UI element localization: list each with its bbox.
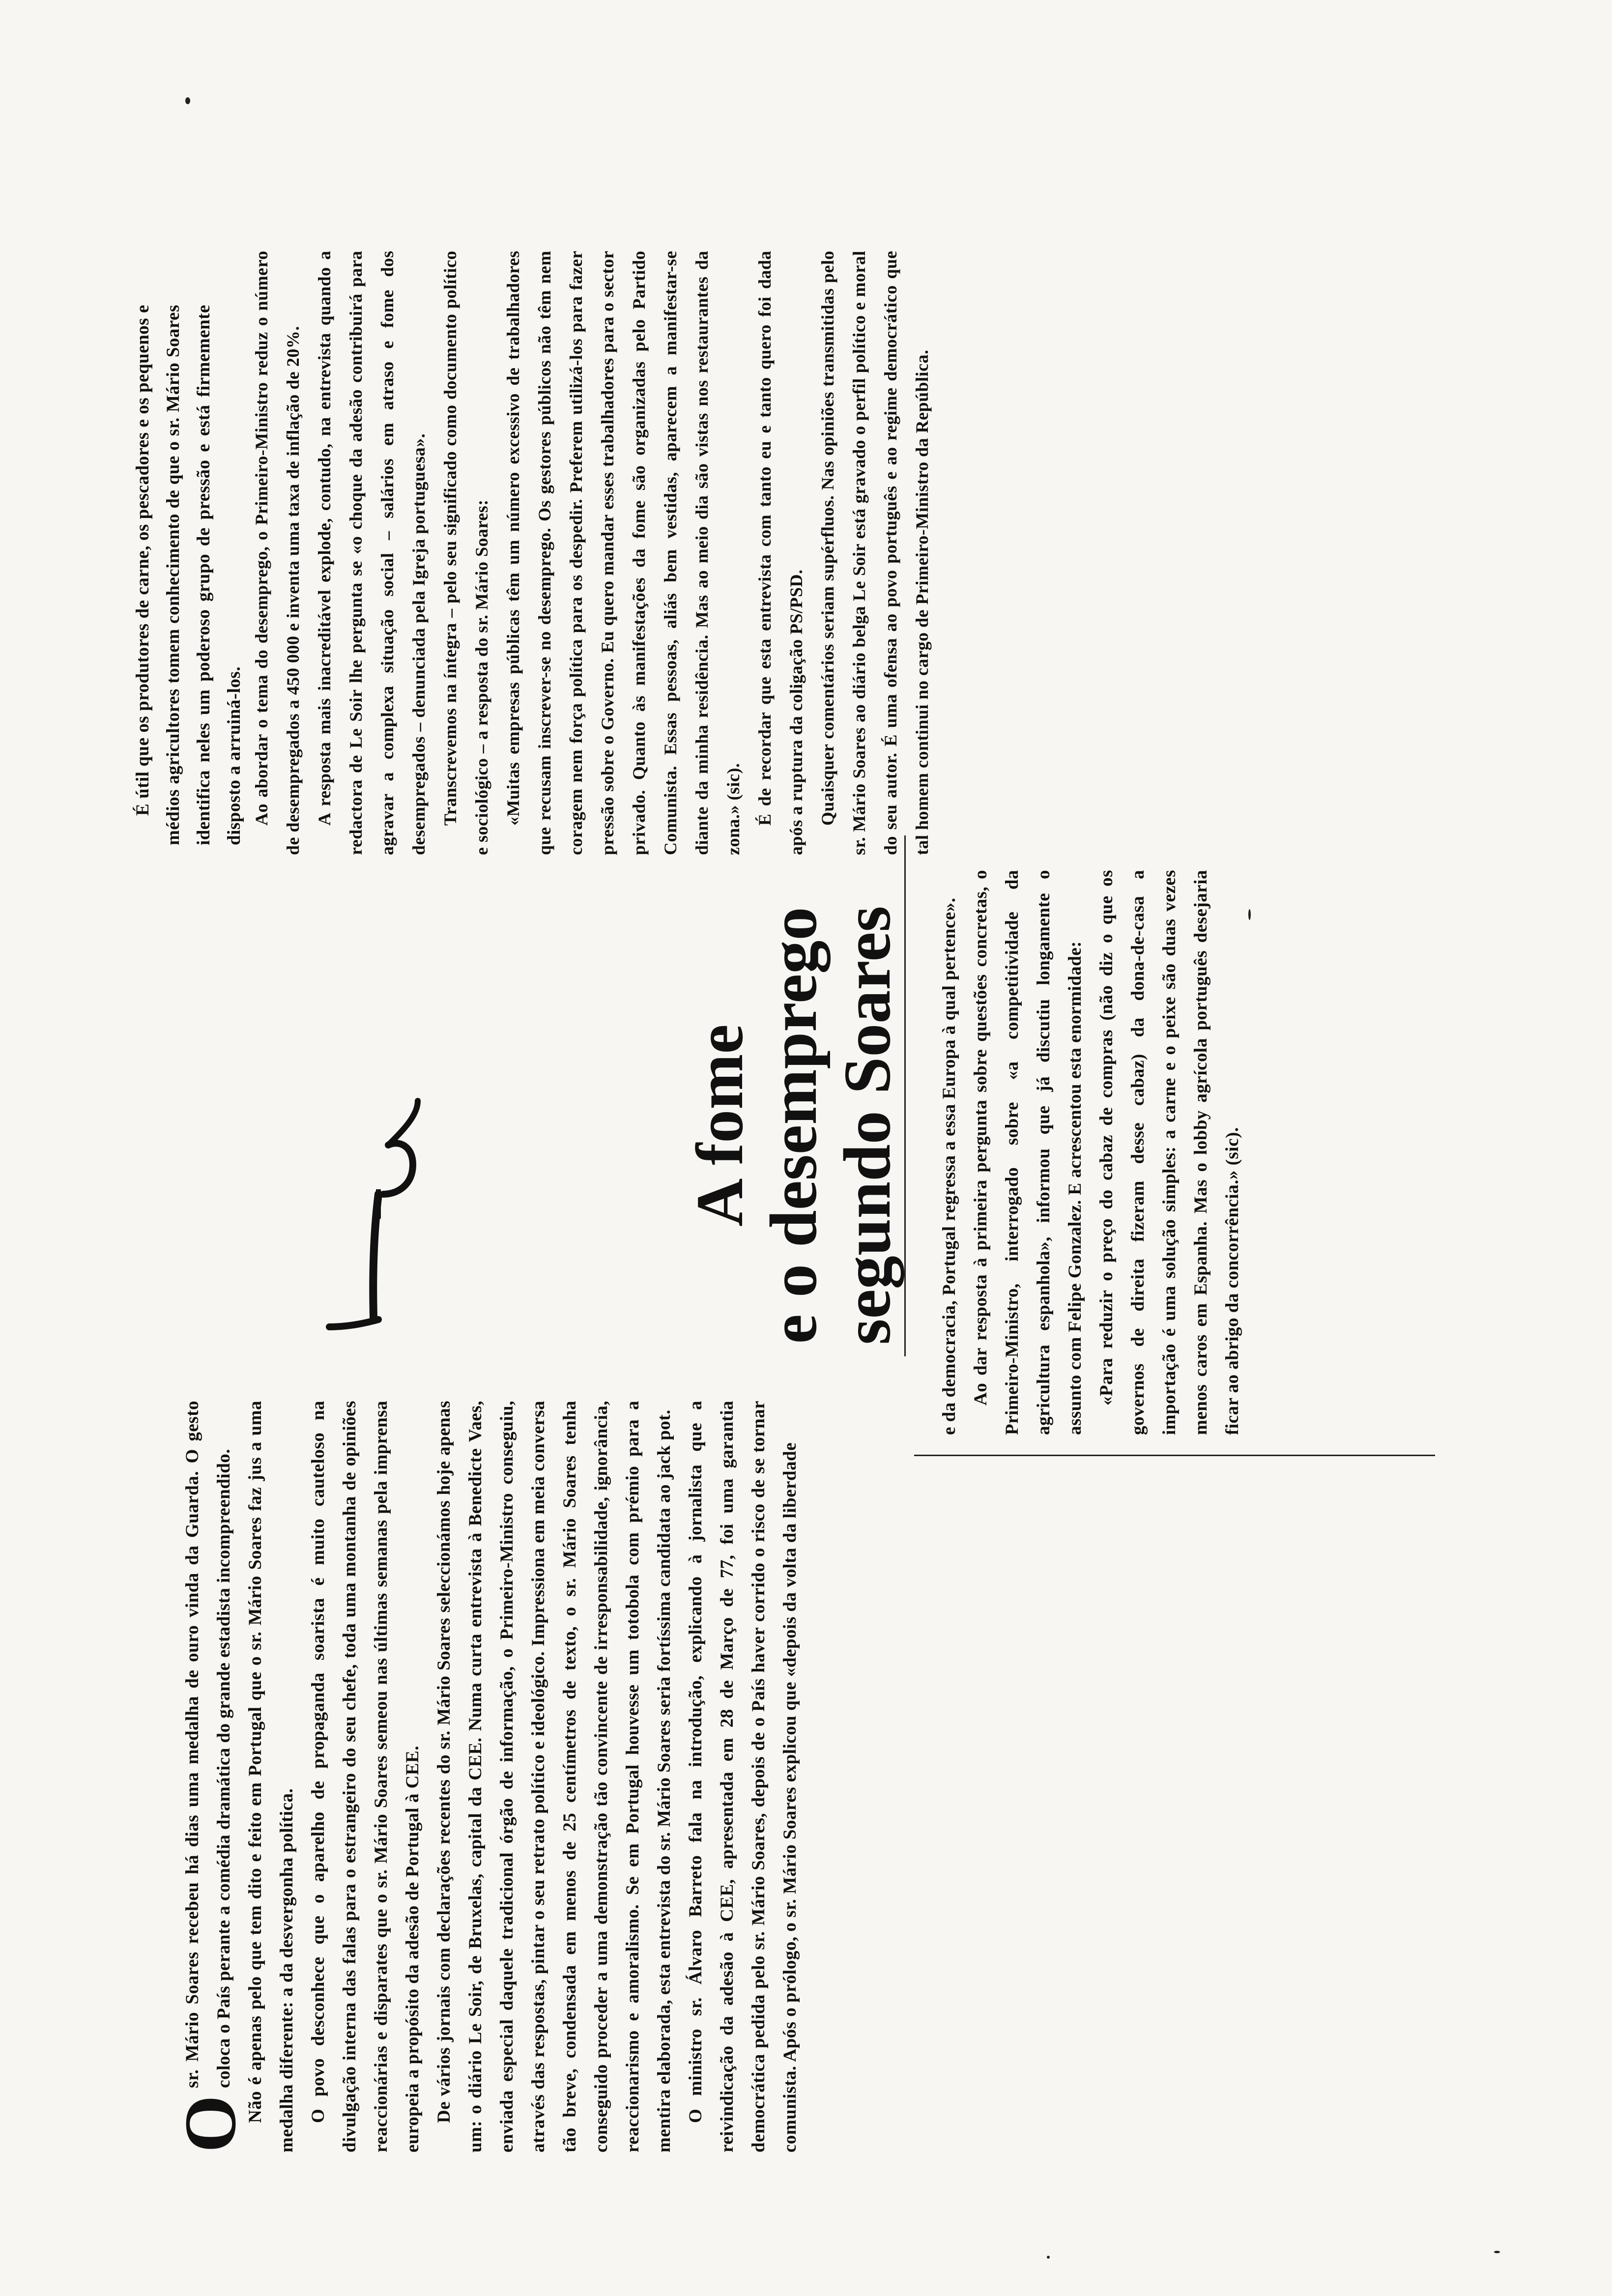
headline xyxy=(683,835,904,1415)
handwritten-mark xyxy=(315,1071,442,1347)
column-3 xyxy=(128,305,250,845)
paragraph: O ministro sr. Álvaro Barreto fala na introdução, explicando à jornalista que a reivindicação da adesão à CEE, apresentada em 28 de Março de 77, foi uma garantia democrática pedida pelo sr. Mário Soares, depois de o País haver corrido o risco de se tornar comunista. Após o prólogo, o sr. Mário Soares explicou que «depois da volta da liberdade xyxy=(686,1401,800,2152)
headline-line: e o desemprego xyxy=(757,907,831,1344)
paragraph: Transcrevemos na íntegra – pelo seu significado como documento político e sociológico – a resposta do sr. Mário Soares: xyxy=(440,251,491,855)
scan-speck xyxy=(185,97,190,104)
paragraph: Ao dar resposta à primeira pergunta sobre questões concretas, o Primeiro-Ministro, interrogado sobre «a competitividade da agricultura espanhola», informou que já discutiu longamente o assunto com Felipe Gonzalez. E acrescentou esta enormidade: xyxy=(971,870,1085,1435)
column-2 xyxy=(934,870,1248,1435)
paragraph: É útil que os produtores de carne, os pescadores e os pequenos e médios agricultores tomem conhecimento de que o sr. Mário Soares identifica neles um poderoso grupo de pressão e está firmemente disposto a arruiná-los. xyxy=(133,305,244,845)
paragraph: «Para reduzir o preço do cabaz de compras (não diz o que os governos de direita fizeram desse cabaz) da dona-de-casa a importação é uma solução simples: a carne e o peixe são duas vezes menos caros em Espanha. Mas o lobby agrícola português desejaria ficar ao abrigo da concorrência.» (sic). xyxy=(1096,870,1242,1435)
paragraph: Não é apenas pelo que tem dito e feito em Portugal que o sr. Mário Soares faz jus a uma medalha diferente: a da desvergonha política. xyxy=(245,1401,297,2152)
column-divider xyxy=(904,835,906,1356)
column-1 xyxy=(170,1401,806,2152)
paragraph: A resposta mais inacreditável explode, contudo, na entrevista quando a redactora de Le Soir lhe pergunta se «o choque da adesão contribuirá para agravar a complexa situação social – salários em atraso e fome dos desempregados – denunciada pela Igreja portuguesa». xyxy=(315,251,429,855)
headline-line: A fome xyxy=(683,1024,757,1227)
headline-line: segundo Soares xyxy=(831,906,904,1345)
paragraph: De vários jornais com declarações recentes do sr. Mário Soares seleccionámos hoje apenas um: o diário Le Soir, de Bruxelas, capital da CEE. Numa curta entrevista à Benedicte Vaes, enviada especial daquele tradicional órgão de informação, o Primeiro-Ministro conseguiu, através das respostas, pintar o seu retrato político e ideológico. Impressiona em meia conversa tão breve, condensada em menos de 25 centímetros de texto, o sr. Mário Soares tenha conseguido proceder a uma demonstração tão convincente de irresponsabilidade, ignorância, reaccionarismo e amoralismo. Se em Portugal houvesse um totobola com prémio para a mentira elaborada, esta entrevista do sr. Mário Soares seria fortíssima candidata ao jack pot. xyxy=(434,1401,674,2152)
column-divider xyxy=(914,1455,1435,1456)
paragraph: Ao abordar o tema do desemprego, o Primeiro-Ministro reduz o número de desempregados a 450 000 e inventa uma taxa de inflação de 20%. xyxy=(252,251,303,855)
paragraph: É de recordar que esta entrevista com tanto eu e tanto quero foi dada após a ruptura da coligação PS/PSD. xyxy=(755,251,806,855)
paragraph: e da democracia, Portugal regressa a essa Europa à qual pertence». xyxy=(939,897,959,1435)
column-3-continued xyxy=(246,251,938,855)
paragraph: O sr. Mário Soares recebeu há dias uma medalha de ouro vinda da Guarda. O gesto coloca o País perante a comédia dramática do grande estadista incompreendido. xyxy=(170,1401,251,2152)
scan-speck xyxy=(1248,909,1251,920)
paragraph: Quaisquer comentários seriam supérfluos. Nas opiniões transmitidas pelo sr. Mário Soares ao diário belga Le Soir está gravado o perfil político e moral do seu autor. É uma ofensa ao povo português e ao regime democrático que tal homem continui no cargo de Primeiro-Ministro da República. xyxy=(818,251,932,855)
scan-speck xyxy=(1047,2256,1050,2259)
paragraph: «Muitas empresas públicas têm um número excessivo de trabalhadores que recusam inscrever-se no desemprego. Os gestores públicos não têm nem coragem nem força política para os despedir. Preferem utilizá-los para fazer pressão sobre o Governo. Eu quero mandar esses trabalhadores para o sector privado. Quanto às manifestações da fome são organizadas pelo Partido Comunista. Essas pessoas, aliás bem vestidas, aparecem a manifestar-se diante da minha residência. Mas ao meio dia são vistas nos restaurantes da zona.» (sic). xyxy=(503,251,743,855)
drop-cap: O xyxy=(170,2095,251,2152)
paragraph: O povo desconhece que o aparelho de propaganda soarista é muito cauteloso na divulgação interna das falas para o estrangeiro do seu chefe, toda uma montanha de opiniões reaccionárias e disparates que o sr. Mário Soares semeou nas últimas semanas pela imprensa europeia a propósito da adesão de Portugal à CEE. xyxy=(308,1401,423,2152)
scan-speck xyxy=(1494,2251,1500,2253)
